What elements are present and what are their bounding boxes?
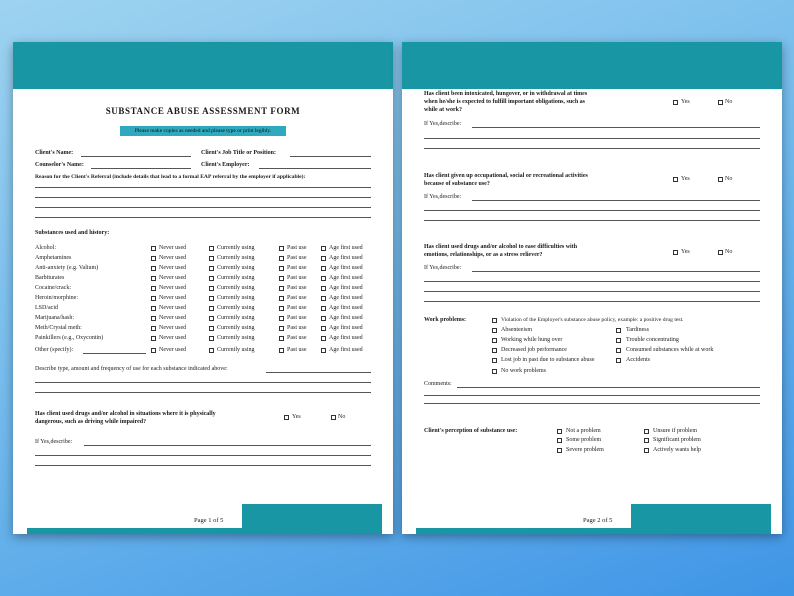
- referral-label: Reason for the Client's Referral (include details that lead to a formal EAP referral by the employer if applicable):: [35, 174, 306, 180]
- counselor-name-field[interactable]: [91, 168, 191, 169]
- comments-line[interactable]: [424, 395, 760, 396]
- if-yes-label: If Yes,describe:: [35, 439, 73, 445]
- no-label: No: [338, 414, 346, 420]
- substance-option-label: Age first used: [329, 285, 363, 291]
- substance-option-label: Past use: [287, 295, 307, 301]
- substance-option-checkbox[interactable]: [321, 296, 326, 301]
- intoxicated-question: when he/she is expected to fulfill important obligations, such as: [424, 99, 586, 105]
- no-checkbox[interactable]: [718, 177, 723, 182]
- substance-label: LSD/acid: [35, 305, 58, 311]
- substance-option-checkbox[interactable]: [209, 296, 214, 301]
- substance-option-checkbox[interactable]: [209, 246, 214, 251]
- yes-checkbox[interactable]: [673, 250, 678, 255]
- footer-strip: [27, 528, 252, 534]
- substance-option-label: Past use: [287, 305, 307, 311]
- substance-option-label: Never used: [159, 315, 187, 321]
- intoxicated-question: Has client been intoxicated, hungover, or in withdrawal at times: [424, 91, 588, 97]
- substance-option-label: Never used: [159, 285, 187, 291]
- substance-option-checkbox[interactable]: [321, 348, 326, 353]
- yes-label: Yes: [681, 99, 690, 105]
- substance-option-label: Currently using: [217, 335, 255, 341]
- counselor-name-label: Counselor's Name:: [35, 162, 84, 168]
- substance-option-checkbox[interactable]: [321, 276, 326, 281]
- no-checkbox[interactable]: [718, 250, 723, 255]
- substance-label: Cocaine/crack:: [35, 285, 71, 291]
- form-page-1: [13, 42, 393, 534]
- substance-option-label: Never used: [159, 305, 187, 311]
- substance-option-label: Never used: [159, 245, 187, 251]
- work-problem-checkbox[interactable]: [616, 338, 621, 343]
- perception-option: Significant problem: [653, 437, 701, 443]
- substance-option-checkbox[interactable]: [279, 296, 284, 301]
- yes-checkbox[interactable]: [284, 415, 289, 420]
- work-problem-checkbox[interactable]: [492, 358, 497, 363]
- perception-checkbox[interactable]: [557, 429, 562, 434]
- substance-option-label: Currently using: [217, 265, 255, 271]
- work-problem-checkbox[interactable]: [492, 338, 497, 343]
- substance-option-checkbox[interactable]: [209, 348, 214, 353]
- substance-option-label: Past use: [287, 275, 307, 281]
- perception-checkbox[interactable]: [644, 429, 649, 434]
- substance-option-checkbox[interactable]: [151, 348, 156, 353]
- work-problem-label: Consumed substances while at work: [626, 347, 714, 353]
- describe-use-line[interactable]: [35, 392, 371, 393]
- perception-checkbox[interactable]: [644, 438, 649, 443]
- perception-option: Not a problem: [566, 428, 601, 434]
- dangerous-question: dangerous, such as driving while impaired?: [35, 419, 147, 425]
- substance-option-checkbox[interactable]: [209, 316, 214, 321]
- substance-option-label: Age first used: [329, 245, 363, 251]
- substance-option-checkbox[interactable]: [279, 316, 284, 321]
- comments-field[interactable]: [457, 387, 760, 388]
- referral-line[interactable]: [35, 187, 371, 188]
- if-yes-line[interactable]: [424, 301, 760, 302]
- if-yes-field[interactable]: [472, 200, 760, 201]
- substance-option-label: Past use: [287, 285, 307, 291]
- work-problem-label: Lost job in past due to substance abuse: [501, 357, 595, 363]
- form-page-2: [402, 42, 782, 534]
- substance-option-label: Never used: [159, 295, 187, 301]
- substance-option-checkbox[interactable]: [321, 316, 326, 321]
- page-number: Page 1 of 5: [194, 517, 224, 524]
- substance-option-checkbox[interactable]: [279, 336, 284, 341]
- substance-option-label: Currently using: [217, 295, 255, 301]
- perception-option: Actively wants help: [653, 447, 701, 453]
- perception-option: Some problem: [566, 437, 602, 443]
- substance-option-label: Age first used: [329, 335, 363, 341]
- substance-option-label: Past use: [287, 335, 307, 341]
- if-yes-field[interactable]: [84, 445, 371, 446]
- perception-checkbox[interactable]: [557, 448, 562, 453]
- substance-option-checkbox[interactable]: [209, 286, 214, 291]
- substance-option-label: Never used: [159, 335, 187, 341]
- substance-option-checkbox[interactable]: [151, 326, 156, 331]
- substance-option-checkbox[interactable]: [209, 336, 214, 341]
- if-yes-line[interactable]: [424, 220, 760, 221]
- work-problems-label: Work problems:: [424, 317, 467, 323]
- substance-option-checkbox[interactable]: [151, 296, 156, 301]
- perception-option: Unsure if problem: [653, 428, 697, 434]
- substance-option-checkbox[interactable]: [209, 276, 214, 281]
- work-problem-label: Accidents: [626, 357, 650, 363]
- if-yes-line[interactable]: [424, 210, 760, 211]
- yes-checkbox[interactable]: [673, 100, 678, 105]
- stress-reliever-question: emotions, relationships, or as a stress reliever?: [424, 252, 543, 258]
- substance-option-checkbox[interactable]: [209, 256, 214, 261]
- substance-option-checkbox[interactable]: [209, 306, 214, 311]
- yes-label: Yes: [681, 249, 690, 255]
- describe-use-line[interactable]: [35, 382, 371, 383]
- if-yes-label: If Yes,describe:: [424, 121, 462, 127]
- substance-option-checkbox[interactable]: [209, 266, 214, 271]
- instructions-note: Please make copies as needed and please type or print legibly.: [120, 126, 286, 136]
- yes-checkbox[interactable]: [673, 177, 678, 182]
- if-yes-field[interactable]: [472, 127, 760, 128]
- substance-option-checkbox[interactable]: [279, 256, 284, 261]
- perception-checkbox[interactable]: [644, 448, 649, 453]
- if-yes-label: If Yes,describe:: [424, 265, 462, 271]
- substance-option-checkbox[interactable]: [279, 326, 284, 331]
- substance-option-label: Currently using: [217, 325, 255, 331]
- substance-option-checkbox[interactable]: [321, 266, 326, 271]
- if-yes-line[interactable]: [424, 291, 760, 292]
- no-label: No: [725, 99, 733, 105]
- no-checkbox[interactable]: [718, 100, 723, 105]
- work-problem-label: Working while hung over: [501, 337, 563, 343]
- dangerous-question: Has client used drugs and/or alcohol in situations where it is physically: [35, 411, 216, 417]
- substance-option-label: Age first used: [329, 275, 363, 281]
- substance-option-label: Age first used: [329, 255, 363, 261]
- substance-option-label: Currently using: [217, 255, 255, 261]
- substance-option-label: Currently using: [217, 285, 255, 291]
- substance-option-label: Age first used: [329, 325, 363, 331]
- substance-option-label: Never used: [159, 325, 187, 331]
- employer-label: Client's Employer:: [201, 162, 250, 168]
- client-name-label: Client's Name:: [35, 150, 74, 156]
- substance-option-checkbox[interactable]: [321, 246, 326, 251]
- substance-option-checkbox[interactable]: [151, 316, 156, 321]
- work-problem-checkbox[interactable]: [492, 318, 497, 323]
- work-problem-checkbox[interactable]: [616, 348, 621, 353]
- employer-field[interactable]: [259, 168, 371, 169]
- referral-line[interactable]: [35, 217, 371, 218]
- substance-option-checkbox[interactable]: [151, 286, 156, 291]
- other-specify-field[interactable]: [83, 353, 146, 354]
- substance-option-checkbox[interactable]: [279, 276, 284, 281]
- if-yes-line[interactable]: [424, 148, 760, 149]
- substance-option-label: Past use: [287, 255, 307, 261]
- work-problem-checkbox[interactable]: [492, 348, 497, 353]
- substance-option-label: Never used: [159, 255, 187, 261]
- no-checkbox[interactable]: [331, 415, 336, 420]
- substance-option-checkbox[interactable]: [279, 306, 284, 311]
- substance-option-checkbox[interactable]: [151, 306, 156, 311]
- yes-label: Yes: [681, 176, 690, 182]
- no-label: No: [725, 249, 733, 255]
- perception-label: Client's perception of substance use:: [424, 428, 518, 434]
- substance-option-label: Age first used: [329, 347, 363, 353]
- substance-label: Alcohol:: [35, 245, 56, 251]
- substance-option-label: Past use: [287, 265, 307, 271]
- substance-label: Barbiturates: [35, 275, 65, 281]
- substance-option-checkbox[interactable]: [151, 266, 156, 271]
- intoxicated-question: while at work?: [424, 107, 462, 113]
- substance-option-checkbox[interactable]: [209, 326, 214, 331]
- footer-strip: [416, 528, 641, 534]
- substance-option-checkbox[interactable]: [279, 348, 284, 353]
- work-problem-checkbox[interactable]: [616, 358, 621, 363]
- substance-option-checkbox[interactable]: [321, 256, 326, 261]
- substance-option-label: Age first used: [329, 295, 363, 301]
- if-yes-field[interactable]: [472, 271, 760, 272]
- if-yes-line[interactable]: [424, 281, 760, 282]
- no-work-problems-checkbox[interactable]: [492, 369, 497, 374]
- substance-option-label: Currently using: [217, 305, 255, 311]
- substance-label: Anti-anxiety (e.g. Valium): [35, 265, 99, 271]
- comments-label: Comments:: [424, 381, 452, 387]
- substance-option-checkbox[interactable]: [151, 256, 156, 261]
- substance-option-label: Age first used: [329, 265, 363, 271]
- no-work-problems-label: No work problems: [501, 368, 546, 374]
- substance-option-label: Never used: [159, 275, 187, 281]
- work-problem-label: Tardiness: [626, 327, 649, 333]
- substance-option-checkbox[interactable]: [279, 286, 284, 291]
- substance-option-label: Never used: [159, 347, 187, 353]
- work-problem-checkbox[interactable]: [492, 328, 497, 333]
- work-problem-label: Trouble concentrating: [626, 337, 679, 343]
- substance-option-checkbox[interactable]: [321, 326, 326, 331]
- gave-up-activities-question: because of substance use?: [424, 181, 490, 187]
- substance-option-label: Never used: [159, 265, 187, 271]
- if-yes-line[interactable]: [424, 138, 760, 139]
- substance-option-label: Past use: [287, 347, 307, 353]
- page-number: Page 2 of 5: [583, 517, 613, 524]
- if-yes-label: If Yes,describe:: [424, 194, 462, 200]
- substance-label: Marijuana/hash:: [35, 315, 74, 321]
- substance-option-checkbox[interactable]: [151, 336, 156, 341]
- referral-line[interactable]: [35, 197, 371, 198]
- substance-option-label: Past use: [287, 315, 307, 321]
- no-label: No: [725, 176, 733, 182]
- substance-option-label: Age first used: [329, 305, 363, 311]
- substance-option-checkbox[interactable]: [151, 276, 156, 281]
- client-name-field[interactable]: [81, 156, 191, 157]
- substance-label: Heroin/morphine:: [35, 295, 78, 301]
- describe-use-label: Describe type, amount and frequency of use for each substance indicated above:: [35, 366, 228, 372]
- substance-option-label: Currently using: [217, 275, 255, 281]
- describe-use-field[interactable]: [266, 372, 371, 373]
- substance-option-label: Currently using: [217, 245, 255, 251]
- work-problem-label: Decreased job performance: [501, 347, 567, 353]
- substance-option-label: Past use: [287, 245, 307, 251]
- gave-up-activities-question: Has client given up occupational, social or recreational activities: [424, 173, 588, 179]
- substance-option-checkbox[interactable]: [279, 246, 284, 251]
- substance-option-checkbox[interactable]: [279, 266, 284, 271]
- work-problem-label: Violation of the Employer's substance abuse policy, example: a positive drug test.: [501, 317, 684, 323]
- footer-block: [631, 504, 771, 534]
- substance-option-checkbox[interactable]: [321, 286, 326, 291]
- substances-heading: Substances used and history:: [35, 230, 110, 236]
- referral-line[interactable]: [35, 207, 371, 208]
- perception-checkbox[interactable]: [557, 438, 562, 443]
- substance-option-checkbox[interactable]: [321, 336, 326, 341]
- substance-option-checkbox[interactable]: [321, 306, 326, 311]
- work-problem-checkbox[interactable]: [616, 328, 621, 333]
- substance-option-checkbox[interactable]: [151, 246, 156, 251]
- work-problem-label: Absenteeism: [501, 327, 532, 333]
- substance-label: Other (specify):: [35, 347, 74, 353]
- job-title-field[interactable]: [290, 156, 371, 157]
- substance-label: Meth/Crystal meth:: [35, 325, 82, 331]
- footer-block: [242, 504, 382, 534]
- if-yes-line[interactable]: [35, 455, 371, 456]
- substance-label: Painkillers (e.g., Oxycontin): [35, 335, 104, 341]
- comments-line[interactable]: [424, 403, 760, 404]
- substance-option-label: Currently using: [217, 347, 255, 353]
- substance-option-label: Age first used: [329, 315, 363, 321]
- substance-option-label: Currently using: [217, 315, 255, 321]
- substance-option-label: Past use: [287, 325, 307, 331]
- header-band: [402, 42, 782, 89]
- form-title: SUBSTANCE ABUSE ASSESSMENT FORM: [105, 106, 301, 116]
- header-band: [13, 42, 393, 89]
- if-yes-line[interactable]: [35, 465, 371, 466]
- job-title-label: Client's Job Title or Position:: [201, 150, 277, 156]
- stress-reliever-question: Has client used drugs and/or alcohol to ease difficulties with: [424, 244, 578, 250]
- perception-option: Severe problem: [566, 447, 604, 453]
- substance-label: Amphetamines: [35, 255, 72, 261]
- yes-label: Yes: [292, 414, 301, 420]
